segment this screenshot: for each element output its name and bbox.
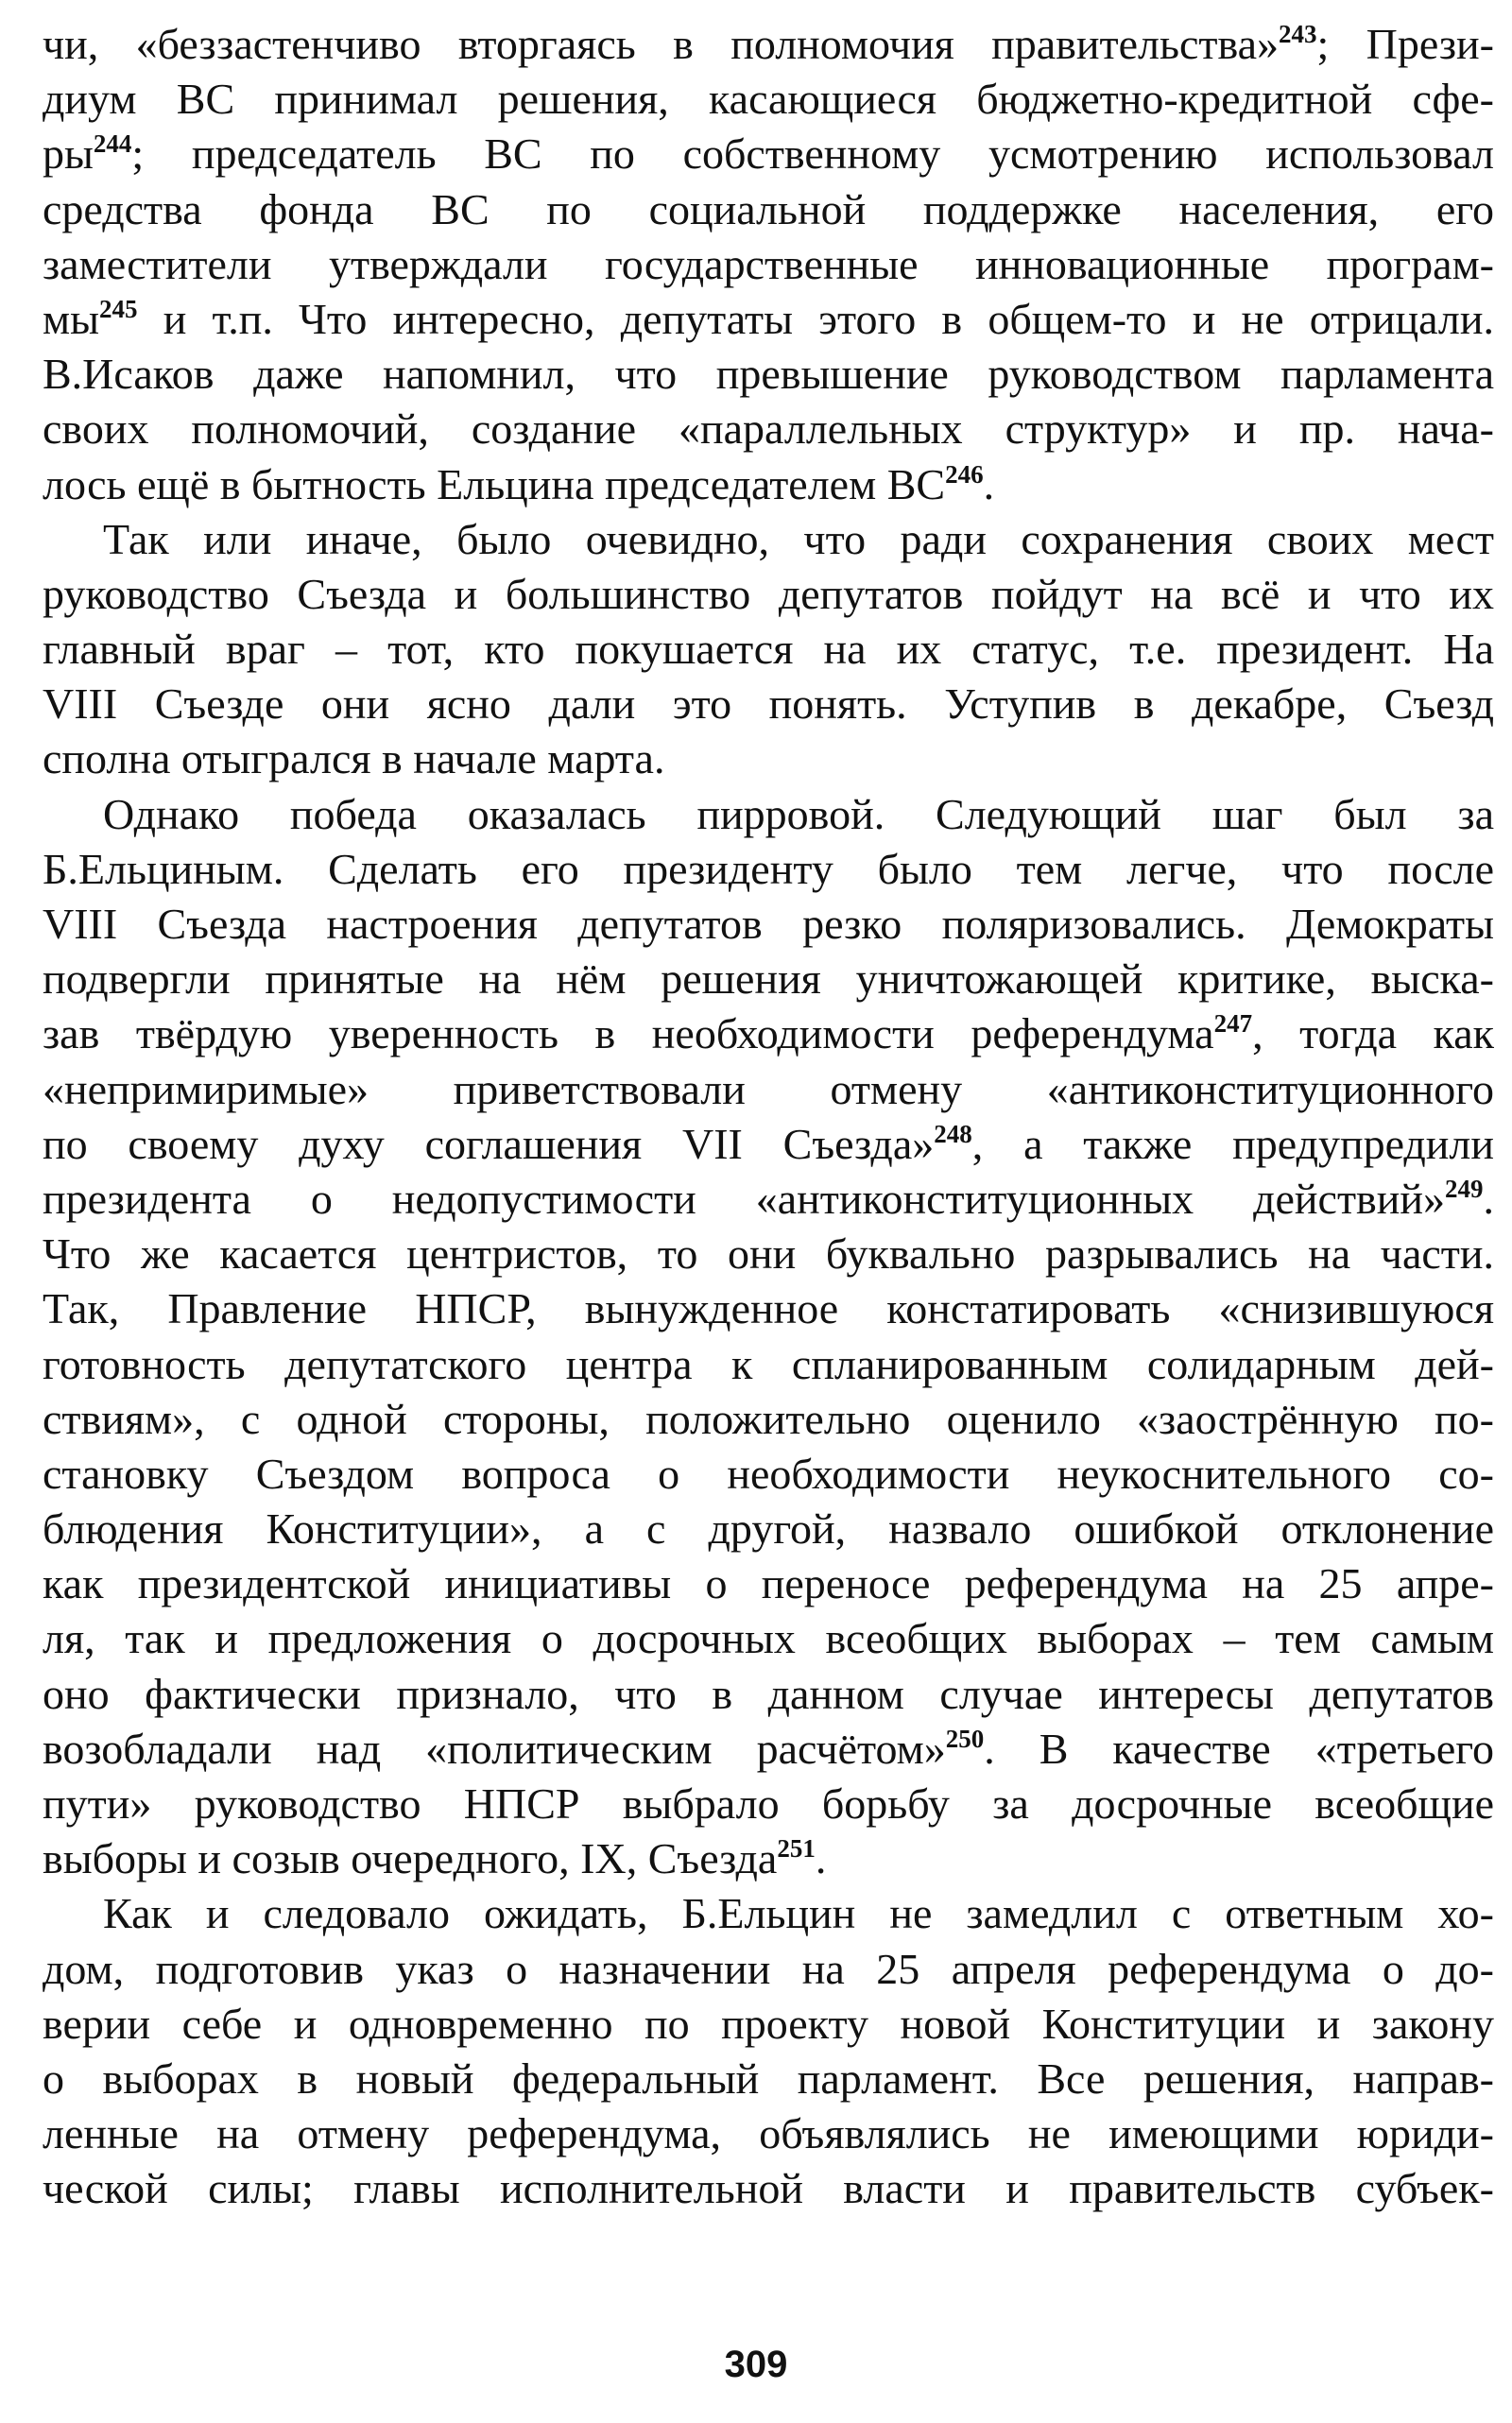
text-fragment: подвергли принятые на нём решения уничтожающей критике, выска- (43, 954, 1494, 1004)
text-line (43, 1667, 1494, 1722)
footnote-marker: 243 (1279, 20, 1317, 48)
text-line (43, 182, 1494, 237)
text-line (43, 127, 1494, 181)
text-line (43, 347, 1494, 402)
text-fragment: . В качестве «третьего (984, 1724, 1494, 1773)
text-fragment: ческой силы; главы исполнительной власти и правительств субъек- (43, 2164, 1494, 2213)
text-fragment: становку Съездом вопроса о необходимости неукоснительного со- (43, 1449, 1494, 1498)
text-line (43, 457, 1494, 512)
text-fragment: VIII Съезде они ясно дали это понять. Уступив в декабре, Съезд (43, 679, 1494, 729)
text-line (43, 2161, 1494, 2216)
text-fragment: блюдения Конституции», а с другой, назвало ошибкой отклонение (43, 1504, 1494, 1554)
text-line (43, 1392, 1494, 1447)
text-fragment: и т.п. Что интересно, депутаты этого в общем-то и не отрицали. (137, 294, 1494, 343)
text-fragment: как президентской инициативы о переносе референдума на 25 апре- (43, 1559, 1494, 1608)
text-fragment: . (815, 1834, 827, 1883)
text-fragment: VIII Съезда настроения депутатов резко поляризовались. Демократы (43, 900, 1494, 948)
text-fragment: президента о недопустимости «антиконституционных действий» (43, 1174, 1445, 1223)
text-fragment: Так или иначе, было очевидно, что ради сохранения своих мест (103, 514, 1494, 563)
text-fragment: Что же касается центристов, то они буквально разрывались на части. (43, 1229, 1494, 1279)
text-line (43, 1722, 1494, 1777)
text-fragment: мы (43, 294, 100, 343)
text-line (43, 842, 1494, 897)
footnote-marker: 247 (1213, 1009, 1253, 1039)
text-fragment: верии себе и одновременно по проекту новой Конституции и закону (43, 1999, 1494, 2048)
text-fragment: лось ещё в бытность Ельцина председателем ВС (43, 459, 946, 508)
text-line (43, 2106, 1494, 2161)
text-fragment: диум ВС принимал решения, касающиеся бюджетно-кредитной сфе- (43, 75, 1494, 124)
text-line (43, 622, 1494, 677)
text-fragment: В.Исаков даже напомнил, что превышение руководством парламента (43, 350, 1494, 399)
text-line (43, 1942, 1494, 1997)
text-fragment: готовность депутатского центра к спланированным солидарным дей- (43, 1339, 1494, 1388)
text-fragment: оно фактически признало, что в данном случае интересы депутатов (43, 1669, 1494, 1718)
text-line (43, 1337, 1494, 1392)
footnote-marker: 249 (1445, 1174, 1484, 1203)
text-line (43, 1172, 1494, 1227)
text-fragment: чи, «беззастенчиво вторгаясь в полномочия правительства» (43, 20, 1280, 68)
page-number: 309 (724, 2344, 788, 2385)
text-line (43, 1831, 1494, 1886)
text-line (43, 1006, 1494, 1061)
text-fragment: пути» руководство НПСР выбрало борьбу за досрочные всеобщие (43, 1779, 1494, 1828)
text-line (43, 1447, 1494, 1502)
text-line (43, 1062, 1494, 1117)
text-fragment: руководство Съезда и большинство депутатов пойдут на всё и что их (43, 569, 1494, 618)
text-fragment: зав твёрдую уверенность в необходимости референдума (43, 1009, 1214, 1058)
text-fragment: заместители утверждали государственные инновационные програм- (43, 239, 1494, 288)
text-fragment: своих полномочий, создание «параллельных структур» и пр. нача- (43, 404, 1494, 454)
text-line (43, 897, 1494, 952)
text-fragment: по своему духу соглашения VII Съезда» (43, 1119, 935, 1168)
footnote-marker: 246 (945, 459, 984, 489)
text-fragment: возобладали над «политическим расчётом» (43, 1724, 946, 1773)
text-fragment: Как и следовало ожидать, Б.Ельцин не замедлил с ответным хо- (103, 1889, 1494, 1938)
text-line (43, 72, 1494, 127)
text-fragment: о выборах в новый федеральный парламент. Все решения, направ- (43, 2054, 1494, 2103)
text-line (43, 1611, 1494, 1666)
text-fragment: , тогда как (1252, 1009, 1494, 1058)
footnote-marker: 251 (777, 1834, 816, 1864)
text-fragment: «непримиримые» приветствовали отмену «антиконституционного (43, 1064, 1494, 1113)
text-line (43, 1227, 1494, 1281)
body-text (43, 17, 1494, 2217)
text-fragment: , а также предупредили (971, 1119, 1494, 1168)
text-line (43, 1117, 1494, 1172)
text-line (43, 237, 1494, 292)
text-line (43, 1502, 1494, 1556)
footnote-marker: 250 (945, 1724, 985, 1753)
text-line (43, 2052, 1494, 2106)
text-line (43, 1556, 1494, 1611)
text-line (43, 787, 1494, 842)
text-line (43, 1777, 1494, 1831)
text-line (43, 1997, 1494, 2052)
text-fragment: выборы и созыв очередного, IX, Съезда (43, 1834, 778, 1883)
text-line (43, 567, 1494, 622)
text-line (43, 292, 1494, 347)
text-fragment: ля, так и предложения о досрочных всеобщих выборах – тем самым (43, 1614, 1494, 1663)
text-fragment: главный враг – тот, кто покушается на их статус, т.е. президент. На (43, 625, 1494, 674)
text-line (43, 1886, 1494, 1941)
text-line (43, 402, 1494, 456)
text-fragment: . (983, 459, 995, 508)
text-fragment: . (1483, 1174, 1494, 1223)
text-fragment: Однако победа оказалась пирровой. Следующий шаг был за (103, 789, 1494, 838)
text-line (43, 731, 1494, 786)
text-fragment: ствиям», с одной стороны, положительно оценило «заострённую по- (43, 1394, 1494, 1443)
text-line (43, 17, 1494, 72)
text-fragment: дом, подготовив указ о назначении на 25 апреля референдума о до- (43, 1944, 1494, 1993)
text-fragment: ; Прези- (1316, 20, 1494, 68)
text-line (43, 512, 1494, 567)
text-fragment: Б.Ельциным. Сделать его президенту было тем легче, что после (43, 844, 1494, 893)
footnote-marker: 245 (99, 294, 138, 323)
text-line (43, 952, 1494, 1006)
text-line (43, 677, 1494, 731)
footnote-marker: 248 (934, 1119, 972, 1148)
text-fragment: Так, Правление НПСР, вынужденное констатировать «снизившуюся (43, 1284, 1494, 1333)
text-fragment: средства фонда ВС по социальной поддержке населения, его (43, 184, 1494, 233)
footnote-marker: 244 (93, 129, 132, 159)
text-fragment: ры (43, 129, 94, 179)
text-fragment: сполна отыгрался в начале марта. (43, 734, 665, 783)
text-line (43, 1281, 1494, 1336)
text-fragment: ленные на отмену референдума, объявлялись не имеющими юриди- (43, 2109, 1494, 2158)
text-fragment: ; председатель ВС по собственному усмотрению использовал (131, 129, 1494, 179)
